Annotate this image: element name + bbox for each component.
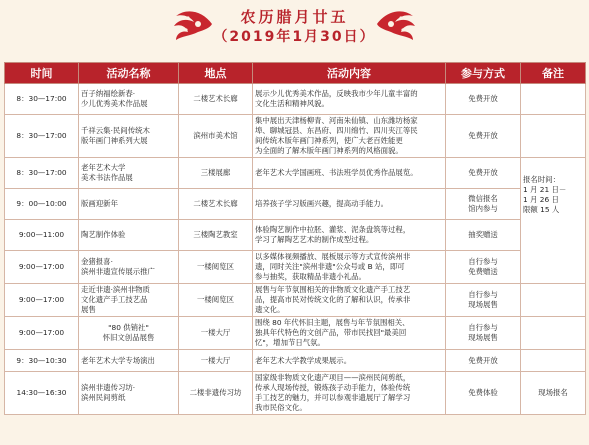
- event-content: 体验陶艺制作中拉胚、灌浆、泥条盘筑等过程， 学习了解陶艺艺术的制作成型过程。: [253, 220, 446, 251]
- event-note: [521, 350, 586, 372]
- event-time: 9:00—17:00: [5, 251, 79, 284]
- event-place: 二楼艺术长廊: [179, 189, 253, 220]
- column-header-note: 备注: [521, 63, 586, 84]
- table-row: [5, 372, 586, 415]
- event-time: 9:00—17:00: [5, 284, 79, 317]
- event-content: 展售与年节氛围相关的非物质文化遗产手工技艺 品，提高市民对传统文化的了解和认识，传承非 遗文化。: [253, 284, 446, 317]
- event-place: 一楼大厅: [179, 317, 253, 350]
- signup-note: 报名时间： 1 月 21 日－ 1 月 26 日 限额 15 人: [521, 158, 586, 284]
- event-time: 9:00—17:00: [5, 317, 79, 350]
- event-mode: 免费体验: [446, 372, 521, 415]
- event-place: 一楼大厅: [179, 350, 253, 372]
- column-header-name: 活动名称: [79, 63, 179, 84]
- event-time: 8：30—17:00: [5, 158, 79, 189]
- event-note: [521, 84, 586, 115]
- event-schedule-table: [4, 62, 586, 415]
- event-note: [521, 115, 586, 158]
- column-header-content: 活动内容: [253, 63, 446, 84]
- table-row: [5, 284, 586, 317]
- event-time: 9：00—10:00: [5, 189, 79, 220]
- table-row: [5, 220, 586, 251]
- event-place: 二楼艺术长廊: [179, 84, 253, 115]
- column-header-place: 地点: [179, 63, 253, 84]
- event-mode: 自行参与 免费赠送: [446, 251, 521, 284]
- event-content: 围绕 80 年代怀旧主题，展售与年节氛围相关、 独具年代特色的文创产品，带市民找回"最美回 忆"，增加节日气氛。: [253, 317, 446, 350]
- event-name: 金猪报喜· 滨州非遗宣传展示推广: [79, 251, 179, 284]
- event-mode: 微信报名 馆内参与: [446, 189, 521, 220]
- event-mode: 自行参与 现场展售: [446, 284, 521, 317]
- table-row: [5, 251, 586, 284]
- event-mode: 免费开放: [446, 115, 521, 158]
- table-row: [5, 115, 586, 158]
- event-content: 培养孩子学习版画兴趣，提高动手能力。: [253, 189, 446, 220]
- table-row: [5, 317, 586, 350]
- table-row: [5, 158, 586, 189]
- event-place: 一楼阅览区: [179, 284, 253, 317]
- event-content: 国家级非物质文化遗产项目——滨州民间剪纸， 传承人现场传授，锻炼孩子动手能力，体验传统 手工技艺的魅力，并可以参观非遗展厅了解学习 我市民俗文化。: [253, 372, 446, 415]
- column-header-time: 时间: [5, 63, 79, 84]
- lunar-date-title: 农历腊月廿五: [240, 8, 349, 26]
- event-place: 二楼非遗传习坊: [179, 372, 253, 415]
- event-place: 三楼展廊: [179, 158, 253, 189]
- event-mode: 免费开放: [446, 84, 521, 115]
- event-mode: 免费开放: [446, 350, 521, 372]
- event-name: 千祥云集·民间传统木 版年画门神系列大展: [79, 115, 179, 158]
- event-content: 展示少儿优秀美术作品，反映我市少年儿童丰富的 文化生活和精神风貌。: [253, 84, 446, 115]
- event-content: 以多媒体视频播放、展板展示等方式宣传滨州非 遗，同时关注"滨州非遗"公众号或 B 站，即可 参与抽奖，获取精品非遗小礼品。: [253, 251, 446, 284]
- event-content: 老年艺术大学国画班、书法班学员优秀作品展览。: [253, 158, 446, 189]
- event-name: 老年艺术大学专场演出: [79, 350, 179, 372]
- table-row: [5, 189, 586, 220]
- event-name: "80 供销社" 怀旧文创品展售: [79, 317, 179, 350]
- event-time: 9:00—11:00: [5, 220, 79, 251]
- event-name: 版画迎新年: [79, 189, 179, 220]
- event-note: [521, 284, 586, 317]
- event-mode: 免费开放: [446, 158, 521, 189]
- event-place: 一楼阅览区: [179, 251, 253, 284]
- page-header: [0, 0, 589, 58]
- event-place: 滨州市美术馆: [179, 115, 253, 158]
- event-name: 陶艺制作体验: [79, 220, 179, 251]
- event-mode: 自行参与 现场展售: [446, 317, 521, 350]
- event-place: 三楼陶艺教室: [179, 220, 253, 251]
- event-time: 9：30—10:30: [5, 350, 79, 372]
- event-content: 集中展出天津杨柳青、河南朱仙镇、山东潍坊杨家 埠、聊城冠县、东昌府、四川绵竹、四川夹江等民 间传统木版年画门神系列，使广大老百姓能更 为全面的了解木版年画门神系列的风格面貌。: [253, 115, 446, 158]
- event-content: 老年艺术大学教学成果展示。: [253, 350, 446, 372]
- column-header-mode: 参与方式: [446, 63, 521, 84]
- event-time: 14:30—16:30: [5, 372, 79, 415]
- event-note: 现场报名: [521, 372, 586, 415]
- event-note: [521, 317, 586, 350]
- event-time: 8：30—17:00: [5, 84, 79, 115]
- table-header-row: [5, 63, 586, 84]
- event-mode: 抽奖赠送: [446, 220, 521, 251]
- table-row: [5, 350, 586, 372]
- event-time: 8：30—17:00: [5, 115, 79, 158]
- gregorian-date: （2019年1月30日）: [213, 29, 376, 45]
- table-row: [5, 84, 586, 115]
- event-name: 滨州非遗传习坊· 滨州民间剪纸: [79, 372, 179, 415]
- event-name: 百子纳福绘新春· 少儿优秀美术作品展: [79, 84, 179, 115]
- event-name: 走近非遗·滨州非物质 文化遗产手工技艺品 展售: [79, 284, 179, 317]
- event-name: 老年艺术大学 美术书法作品展: [79, 158, 179, 189]
